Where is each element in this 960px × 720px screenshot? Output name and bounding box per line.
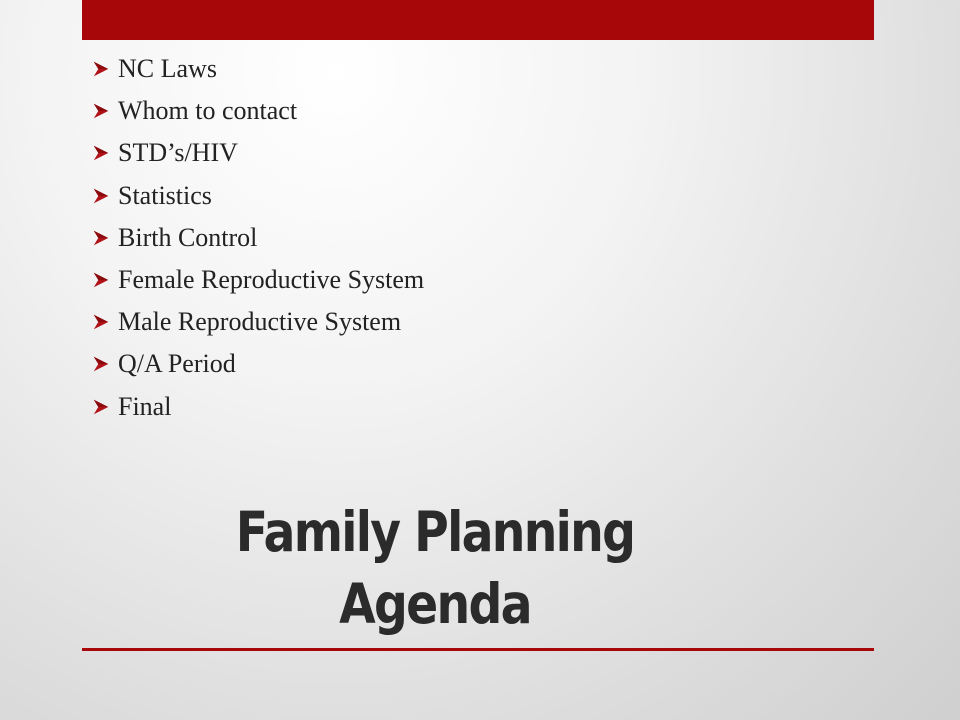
list-item [92,343,424,385]
arrow-bullet-icon [92,225,118,251]
agenda-item-label: NC Laws [118,54,217,84]
arrow-bullet-icon [92,56,118,82]
list-item [92,301,424,343]
agenda-item-label: Male Reproductive System [118,307,402,337]
list-item [92,90,424,132]
agenda-item-label: Final [118,391,172,421]
agenda-item-label: Whom to contact [118,96,298,126]
list-item [92,217,424,259]
arrow-bullet-icon [92,394,118,420]
slide-title-line-2: Agenda [339,572,531,636]
list-item [92,175,424,217]
arrow-bullet-icon [92,140,118,166]
agenda-list [92,48,424,428]
agenda-item-label: Q/A Period [118,349,236,379]
arrow-bullet-icon [92,309,118,335]
arrow-bullet-icon [92,351,118,377]
arrow-bullet-icon [92,267,118,293]
slide-title [190,496,680,640]
slide-title-line-1: Family Planning [235,500,635,564]
bottom-accent-rule [82,648,874,651]
list-item [92,48,424,90]
list-item [92,386,424,428]
agenda-item-label: Statistics [118,180,212,210]
arrow-bullet-icon [92,183,118,209]
agenda-item-label: STD’s/HIV [118,138,238,168]
arrow-bullet-icon [92,98,118,124]
agenda-item-label: Birth Control [118,222,258,252]
agenda-item-label: Female Reproductive System [118,265,425,295]
list-item [92,259,424,301]
top-accent-bar [82,0,874,40]
list-item [92,132,424,174]
